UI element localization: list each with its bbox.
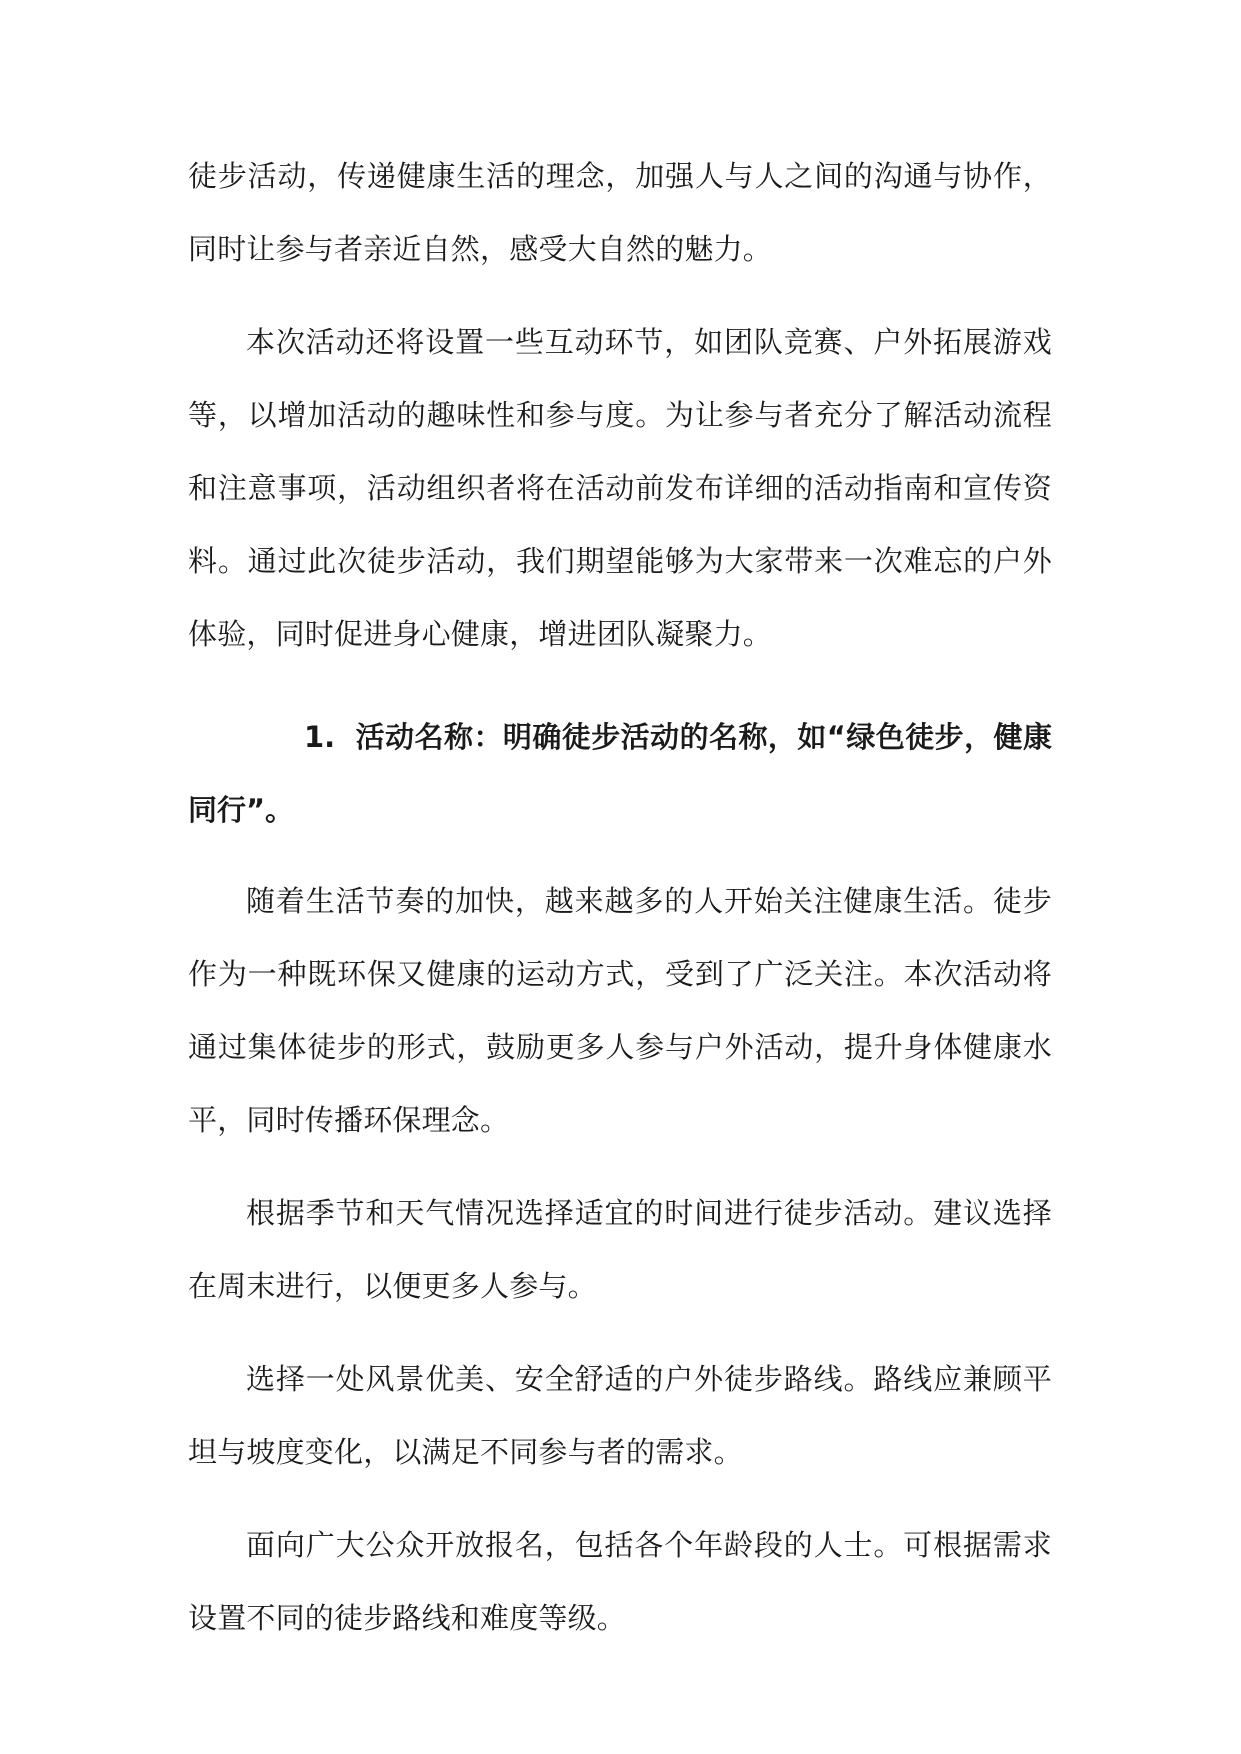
heading-number: 1. [304,720,336,754]
paragraph: 本次活动还将设置一些互动环节，如团队竞赛、户外拓展游戏等，以增加活动的趣味性和参与度。为让参与者充分了解活动流程和注意事项，活动组织者将在活动前发布详细的活动指南和宣传资料。通过此次徒步活动，我们期望能够为大家带来一次难忘的户外体验，同时促进身心健康，增进团队凝聚力。 [188,325,1052,651]
paragraph: 根据季节和天气情况选择适宜的时间进行徒步活动。建议选择在周末进行，以便更多人参与。 [188,1196,1052,1303]
paragraph: 随着生活节奏的加快，越来越多的人开始关注健康生活。徒步作为一种既环保又健康的运动方式，受到了广泛关注。本次活动将通过集体徒步的形式，鼓励更多人参与户外活动，提升身体健康水平，同时传播环保理念。 [188,884,1052,1137]
document-body [188,140,1052,1675]
section-heading [188,701,1052,847]
paragraph: 选择一处风景优美、安全舒适的户外徒步路线。路线应兼顾平坦与坡度变化，以满足不同参与者的需求。 [188,1362,1052,1469]
paragraph: 面向广大公众开放报名，包括各个年龄段的人士。可根据需求设置不同的徒步路线和难度等级。 [188,1528,1052,1635]
heading-text: 活动名称：明确徒步活动的名称，如“绿色徒步，健康同行”。 [188,720,1052,827]
paragraph: 徒步活动，传递健康生活的理念，加强人与人之间的沟通与协作，同时让参与者亲近自然，感受大自然的魅力。 [188,159,1052,266]
